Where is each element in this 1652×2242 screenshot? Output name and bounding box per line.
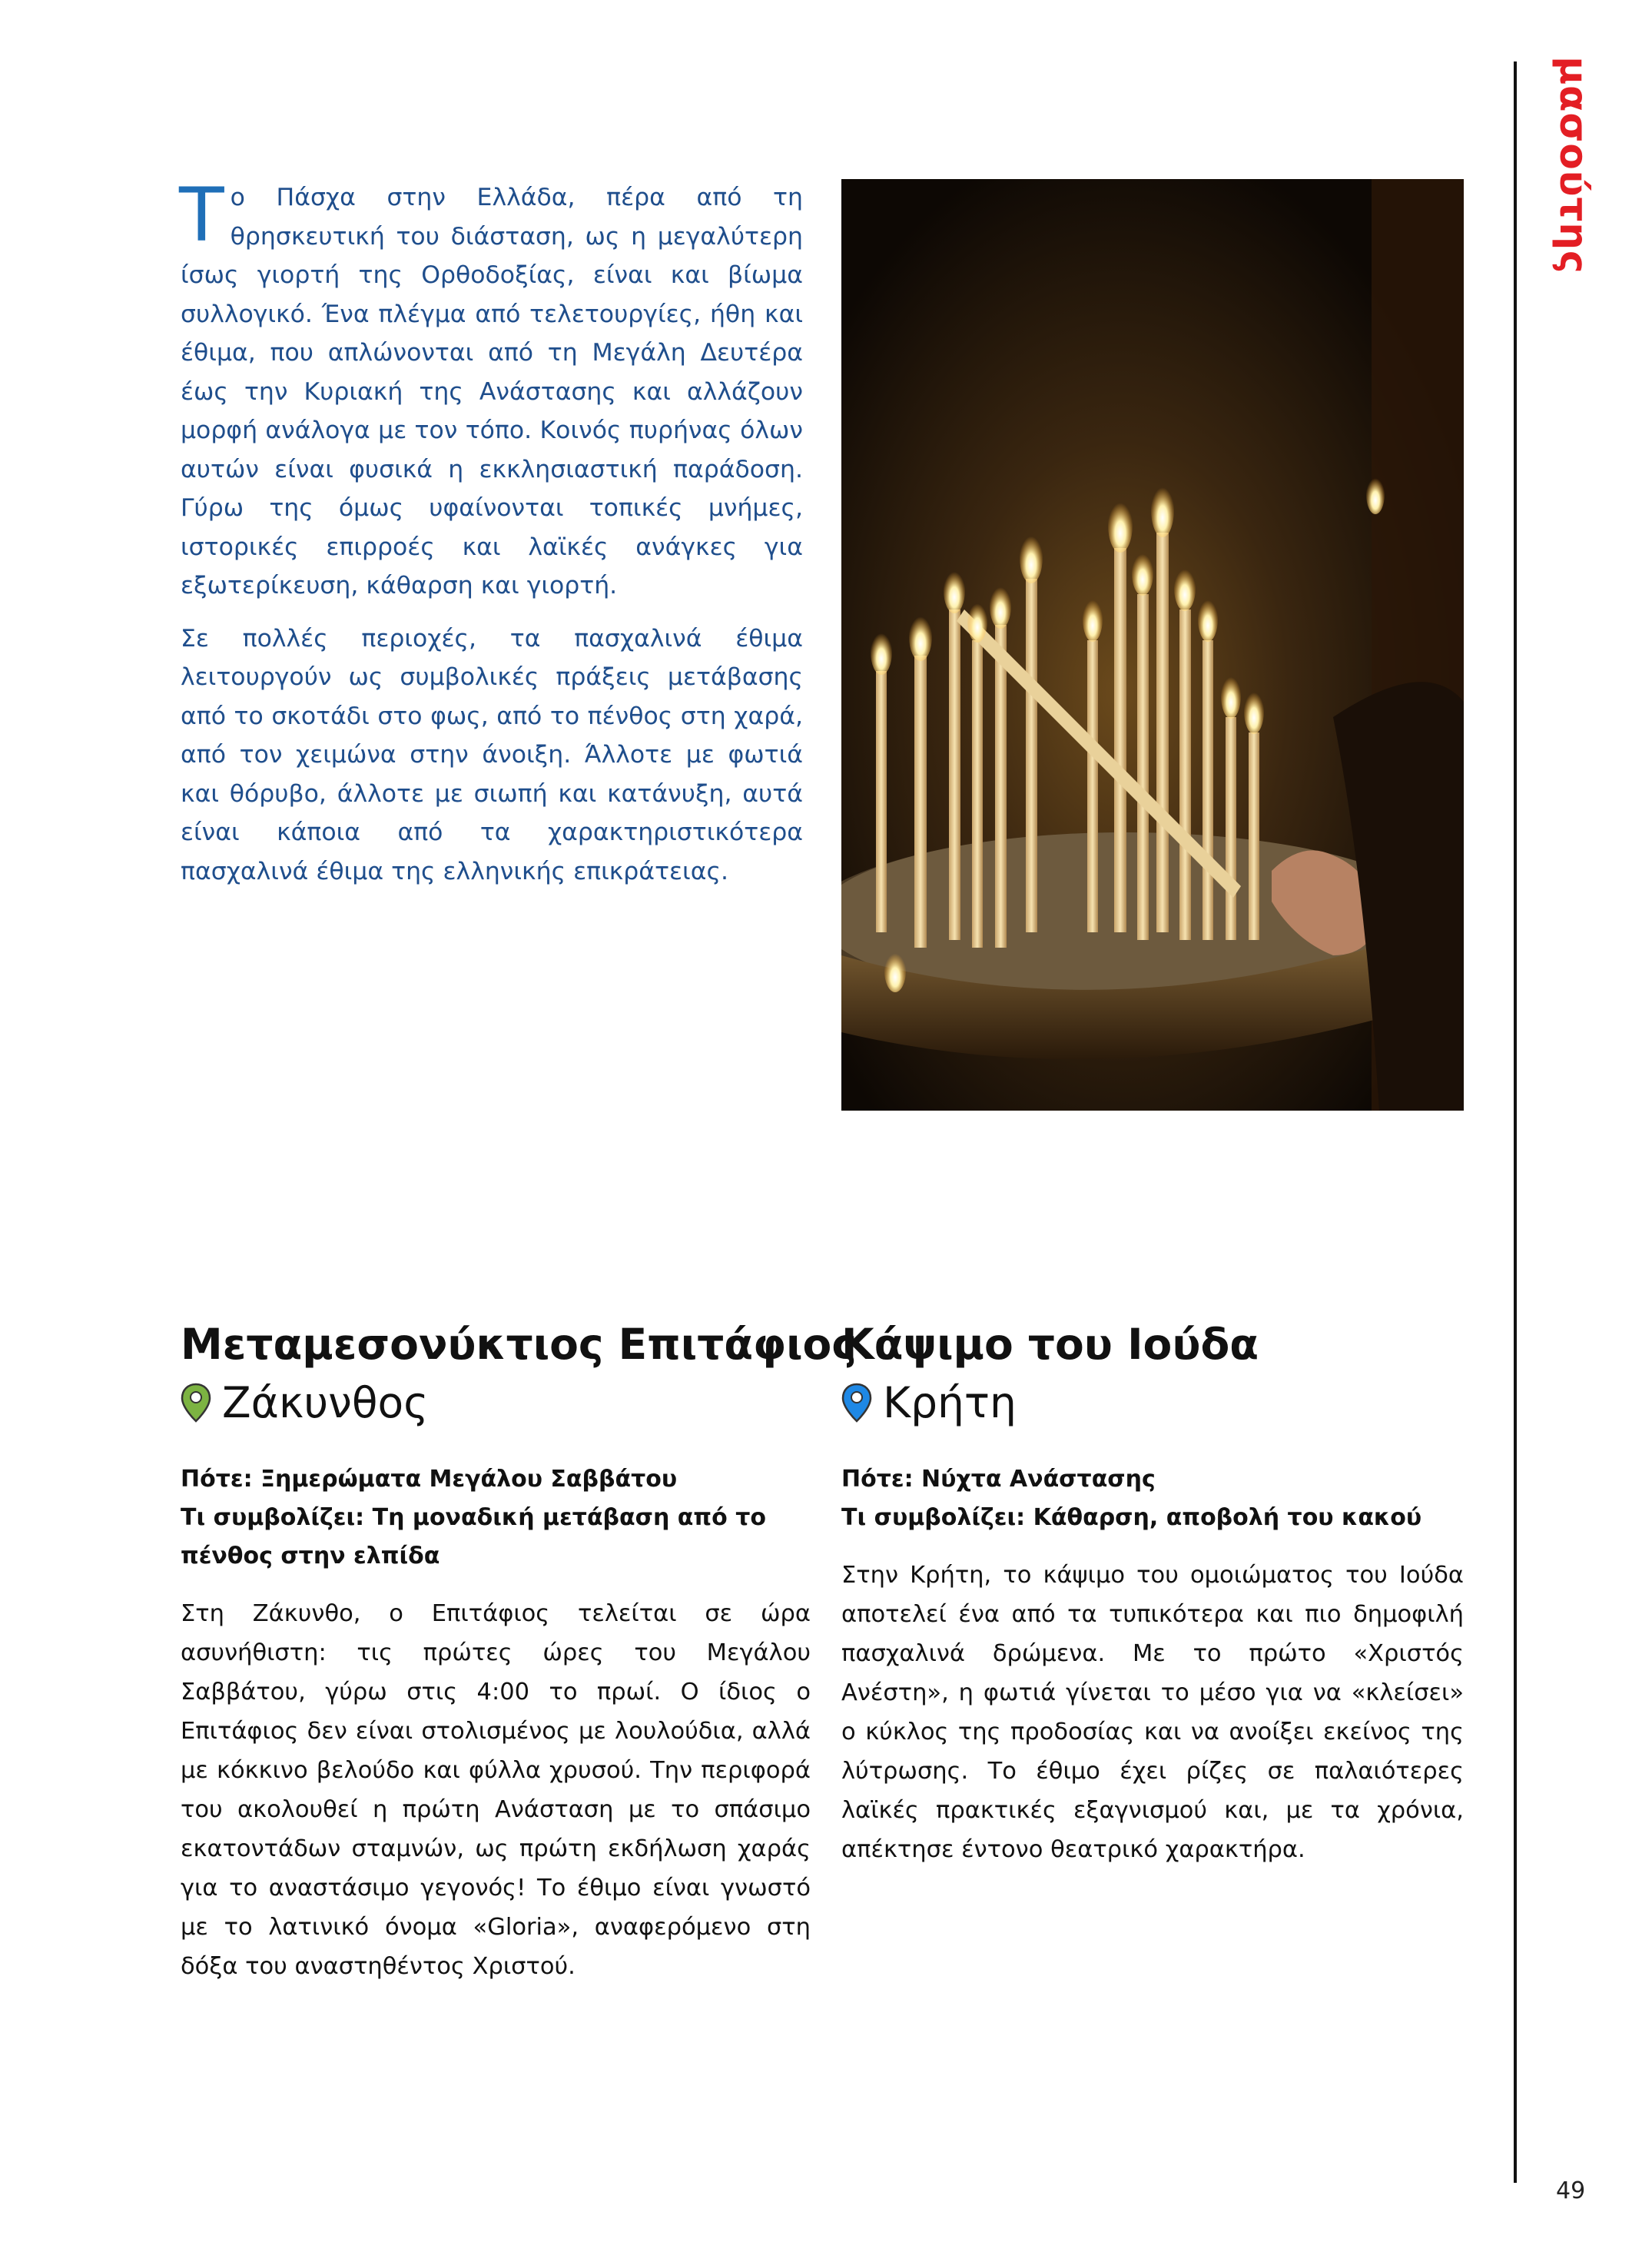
section-title: Μεταμεσονύκτιος Επιτάφιος [181,1320,857,1369]
map-pin-icon [841,1383,872,1423]
intro-text [179,172,803,905]
brand-logo [1543,54,1604,277]
section-meta [841,1460,1464,1537]
section-symbolizes: Τι συμβολίζει: Κάθαρση, αποβολή του κακού [841,1504,1422,1531]
section-title: Κάψιμο του Ιούδα [841,1320,1259,1369]
section-crete [841,1316,1464,1869]
section-when: Πότε: Νύχτα Ανάστασης [841,1466,1156,1493]
intro-paragraph-1-text: ο Πάσχα στην Ελλάδα, πέρα από τη θρησκευτική του διάσταση, ως η μεγαλύτερη ίσως γιορτή της Ορθοδοξίας, είναι και βίωμα συλλογικό. Ένα πλέγμα από τελετουργίες, ήθη και έθιμα, που απλώνονται από τη Μεγάλη Δευτέρα έως την Κυριακή της Ανάστασης και αλλάζουν μορφή ανάλογα με τον τόπο. Κοινός πυρήνας όλων αυτών είναι φυσικά η εκκλησιαστική παράδοση. Γύρω της όμως υφαίνονται τοπικές μνήμες, ιστορικές επιρροές και λαϊκές ανάγκες για εξωτερίκευση, κάθαρση και γιορτή. [181,184,803,600]
brand-logo-text: μασούτης [1551,56,1596,274]
section-place [841,1374,1464,1431]
section-meta [181,1460,811,1576]
page-number: 49 [1556,2177,1586,2204]
section-place-name: Ζάκυνθος [222,1378,429,1427]
vertical-rule [1514,61,1517,2183]
section-body: Στη Ζάκυνθο, ο Επιτάφιος τελείται σε ώρα ασυνήθιστη: τις πρώτες ώρες του Μεγάλου Σαββάτου, γύρω στις 4:00 το πρωί. Ο ίδιος ο Επιτάφιος δεν είναι στολισμένος με λουλούδια, αλλά με κόκκινο βελούδο και φύλλα χρυσού. Την περιφορά του ακολουθεί η πρώτη Ανάσταση με το σπάσιμο εκατοντάδων σταμνών, ως πρώτη εκδήλωση χαράς για το αναστάσιμο γεγονός! Το έθιμο είναι γνωστό με το λατινικό όνομα «Gloria», αναφερόμενο στη δόξα του αναστηθέντος Χριστού. [181,1600,811,1980]
section-zakynthos [181,1316,857,1986]
intro-paragraph-2: Σε πολλές περιοχές, τα πασχαλινά έθιμα λειτουργούν ως συμβολικές πράξεις μετάβασης από το σκοτάδι στο φως, από το πένθος στη χαρά, από τον χειμώνα στην άνοιξη. Άλλοτε με φωτιά και θόρυβο, άλλοτε με σιωπή και κατάνυξη, αυτά είναι κάποια από τα χαρακτηριστικότερα πασχαλινά έθιμα της ελληνικής επικράτειας. [181,624,803,885]
section-place-name: Κρήτη [883,1378,1017,1427]
drop-cap: Τ [179,172,224,258]
intro-paragraph-1 [179,172,803,606]
candles-illustration [841,179,1464,1111]
section-body: Στην Κρήτη, το κάψιμο του ομοιώματος του Ιούδα αποτελεί ένα από τα τυπικότερα και πιο δημοφιλή πασχαλινά δρώμενα. Με το πρώτο «Χριστός Ανέστη», η φωτιά γίνεται το μέσο για να «κλείσει» ο κύκλος της προδοσίας και να ανοίξει εκείνος της λύτρωσης. Το έθιμο έχει ρίζες σε παλαιότερες λαϊκές πρακτικές εξαγνισμού και, με τα χρόνια, απέκτησε έντονο θεατρικό χαρακτήρα. [841,1562,1464,1863]
section-symbolizes: Τι συμβολίζει: Τη μοναδική μετάβαση από το πένθος στην ελπίδα [181,1504,766,1569]
section-when: Πότε: Ξημερώματα Μεγάλου Σαββάτου [181,1466,678,1493]
section-place [181,1374,811,1431]
candles-photo [841,179,1464,1111]
map-pin-icon [181,1383,211,1423]
